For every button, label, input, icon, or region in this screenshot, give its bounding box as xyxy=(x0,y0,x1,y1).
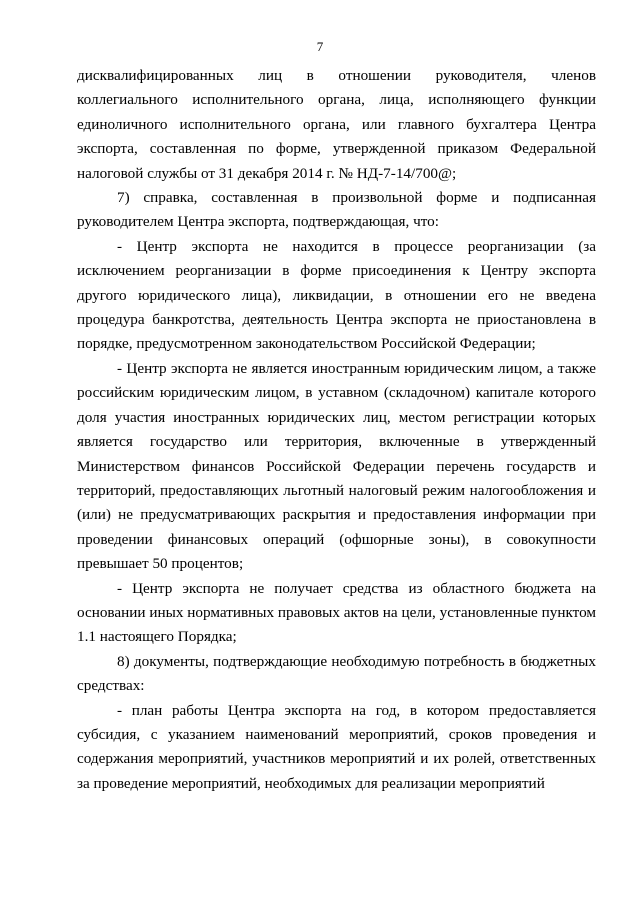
paragraph-work-plan: - план работы Центра экспорта на год, в котором предоставляется субсидия, с указанием наименований мероприятий, сроков проведения и содержания мероприятий, участников мероприятий и их ролей, ответственных за проведение мероприятий, необходимых для реализации мероприятий xyxy=(77,701,596,792)
paragraph-not-foreign-entity: - Центр экспорта не является иностранным юридическим лицом, а также российским юридическим лицом, в уставном (складочном) капитале которого доля участия иностранных юридических лиц, местом регистрации которых является государство или территория, включенные в утвержденный Министерством финансов Российской Федерации перечень государств и территорий, предоставляющих льготный налоговый режим налогообложения и (или) не предусматривающих раскрытия и предоставления информации при проведении финансовых операций (офшорные зоны), в совокупности превышает 50 процентов; xyxy=(77,359,596,573)
paragraph-item-7: 7) справка, составленная в произвольной форме и подписанная руководителем Центра экспорта, подтверждающая, что: xyxy=(77,189,596,231)
document-body xyxy=(77,64,596,796)
paragraph-no-other-funding: - Центр экспорта не получает средства из областного бюджета на основании иных нормативных правовых актов на цели, установленные пунктом 1.1 настоящего Порядка; xyxy=(77,579,596,646)
paragraph-disqualified-persons: дисквалифицированных лиц в отношении руководителя, членов коллегиального исполнительного органа, лица, исполняющего функции единоличного исполнительного органа, или главного бухгалтера Центра экспорта, составленная по форме, утвержденной приказом Федеральной налоговой службы от 31 декабря 2014 г. № НД-7-14/700@; xyxy=(77,67,596,182)
page-number: 7 xyxy=(316,39,324,54)
paragraph-item-8: 8) документы, подтверждающие необходимую потребность в бюджетных средствах: xyxy=(77,652,596,695)
paragraph-no-reorganization: - Центр экспорта не находится в процессе реорганизации (за исключением реорганизации в форме присоединения к Центру экспорта другого юридического лица), ликвидации, в отношении его не введена процедура банкротства, деятельность Центра экспорта не приостановлена в порядке, предусмотренном законодательством Российской Федерации; xyxy=(77,237,596,353)
